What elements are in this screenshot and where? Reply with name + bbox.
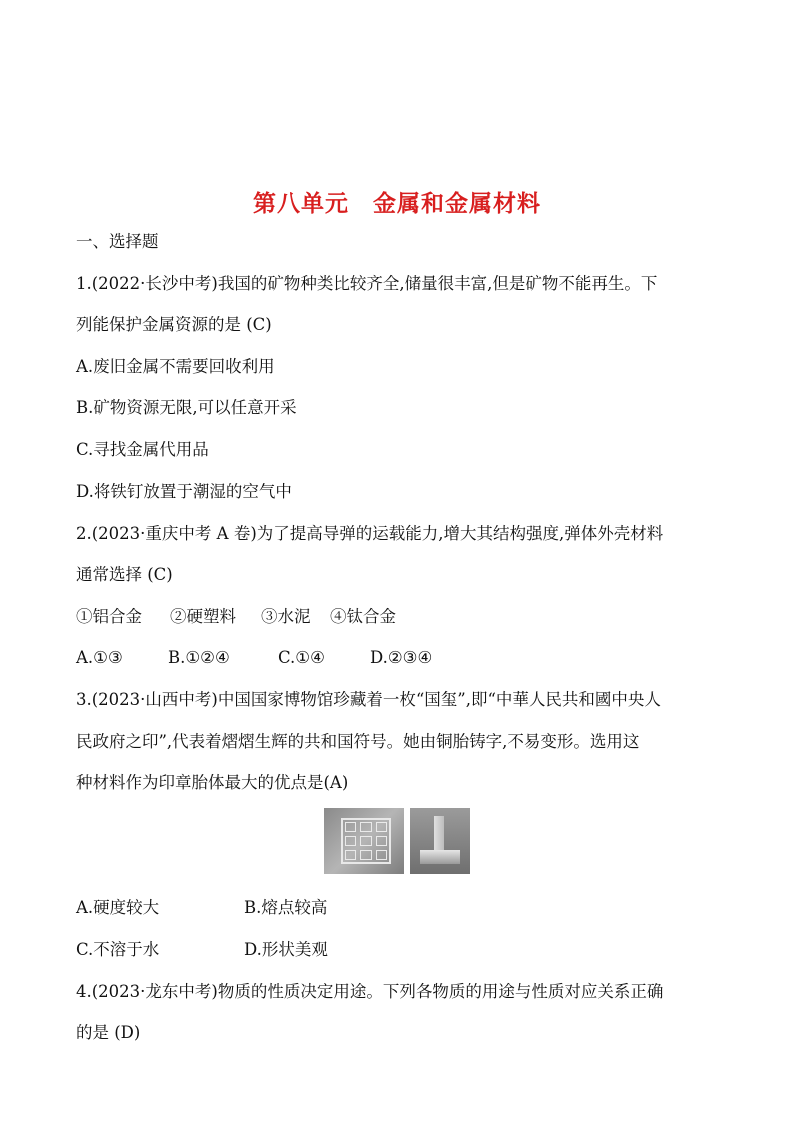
q2-material: ①铝合金 xyxy=(76,607,142,626)
q3-option-b: B.熔点较高 xyxy=(244,898,328,917)
seal-figure xyxy=(324,808,470,874)
q3-option-c: C.不溶于水 xyxy=(76,940,160,959)
q2-material: ④钛合金 xyxy=(330,607,396,626)
q1-option-c: C.寻找金属代用品 xyxy=(76,440,209,459)
q2-stem-line2: 通常选择 (C) xyxy=(76,565,173,584)
q3-stem-line1: 3.(2023·山西中考)中国国家博物馆珍藏着一枚“国玺”,即“中華人民共和國中央人 xyxy=(76,690,661,709)
seal-side-image xyxy=(410,808,470,874)
q2-option-b: B.①②④ xyxy=(168,648,230,667)
q3-stem-line3: 种材料作为印章胎体最大的优点是(A) xyxy=(76,773,349,792)
unit-number: 第八单元 xyxy=(253,191,349,217)
q4-stem-line2: 的是 (D) xyxy=(76,1023,141,1042)
q2-material: ②硬塑料 xyxy=(170,607,236,626)
q1-option-a: A.废旧金属不需要回收利用 xyxy=(76,357,275,376)
q2-option-d: D.②③④ xyxy=(370,648,433,667)
q1-stem-line1: 1.(2022·长沙中考)我国的矿物种类比较齐全,储量很丰富,但是矿物不能再生。下 xyxy=(76,274,658,293)
q1-option-b: B.矿物资源无限,可以任意开采 xyxy=(76,398,297,417)
q2-option-c: C.①④ xyxy=(278,648,325,667)
q3-stem-line2: 民政府之印”,代表着熠熠生辉的共和国符号。她由铜胎铸字,不易变形。选用这 xyxy=(76,732,640,751)
unit-title xyxy=(0,185,794,218)
q1-option-d: D.将铁钉放置于潮湿的空气中 xyxy=(76,482,292,501)
q2-option-a: A.①③ xyxy=(76,648,123,667)
seal-face-image xyxy=(324,808,404,874)
section-heading: 一、选择题 xyxy=(76,232,159,251)
q2-material: ③水泥 xyxy=(261,607,311,626)
q1-stem-line2: 列能保护金属资源的是 (C) xyxy=(76,315,272,334)
q4-stem-line1: 4.(2023·龙东中考)物质的性质决定用途。下列各物质的用途与性质对应关系正确 xyxy=(76,982,664,1001)
q3-option-a: A.硬度较大 xyxy=(76,898,160,917)
q2-stem-line1: 2.(2023·重庆中考 A 卷)为了提高导弹的运载能力,增大其结构强度,弹体外壳材料 xyxy=(76,524,664,543)
q3-option-d: D.形状美观 xyxy=(244,940,328,959)
unit-topic: 金属和金属材料 xyxy=(373,191,541,217)
